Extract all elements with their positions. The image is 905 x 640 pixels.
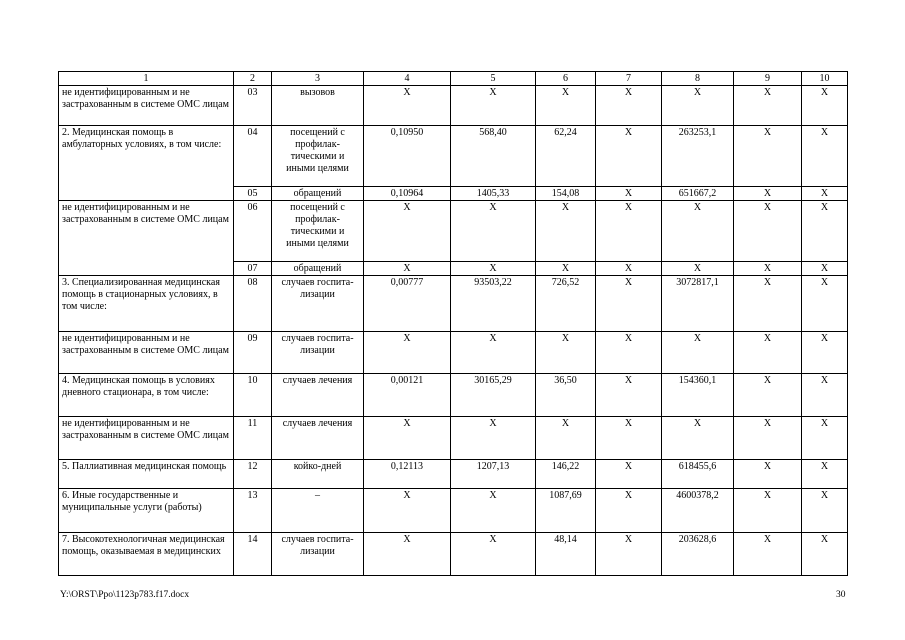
header-cell-7: 7 bbox=[596, 72, 662, 86]
row-value-cell: 0,00777 bbox=[364, 276, 451, 332]
table-row bbox=[59, 489, 848, 533]
header-cell-4: 4 bbox=[364, 72, 451, 86]
row-value-cell: 263253,1 bbox=[662, 126, 734, 187]
row-value-cell: 0,10964 bbox=[364, 187, 451, 201]
row-name-cell: не идентифицированным и не застрахованным в системе ОМС лицам bbox=[59, 86, 234, 126]
row-unit-cell: случаев госпита-лизации bbox=[272, 533, 364, 576]
row-value-cell: Х bbox=[364, 86, 451, 126]
row-code-cell: 13 bbox=[234, 489, 272, 533]
row-unit-cell: – bbox=[272, 489, 364, 533]
row-value-cell: Х bbox=[734, 201, 802, 262]
table-header-row bbox=[59, 72, 848, 86]
row-name-cell: не идентифицированным и не застрахованным в системе ОМС лицам bbox=[59, 201, 234, 276]
row-code-cell: 12 bbox=[234, 460, 272, 489]
row-value-cell: Х bbox=[364, 201, 451, 262]
row-value-cell: Х bbox=[364, 533, 451, 576]
row-value-cell: Х bbox=[451, 332, 536, 374]
table-row bbox=[59, 126, 848, 187]
row-unit-cell: посещений с профилак-тическими и иными целями bbox=[272, 201, 364, 262]
row-code-cell: 04 bbox=[234, 126, 272, 187]
row-code-cell: 10 bbox=[234, 374, 272, 417]
row-value-cell: 146,22 bbox=[536, 460, 596, 489]
row-value-cell: Х bbox=[734, 126, 802, 187]
row-value-cell: 30165,29 bbox=[451, 374, 536, 417]
row-value-cell: 3072817,1 bbox=[662, 276, 734, 332]
row-value-cell: Х bbox=[734, 533, 802, 576]
row-unit-cell: случаев госпита-лизации bbox=[272, 276, 364, 332]
row-code-cell: 08 bbox=[234, 276, 272, 332]
row-value-cell: 0,00121 bbox=[364, 374, 451, 417]
table-row bbox=[59, 86, 848, 126]
row-value-cell: Х bbox=[662, 417, 734, 460]
row-value-cell: 93503,22 bbox=[451, 276, 536, 332]
row-value-cell: Х bbox=[802, 332, 848, 374]
table-row bbox=[59, 201, 848, 262]
row-value-cell: Х bbox=[662, 201, 734, 262]
row-value-cell: 154360,1 bbox=[662, 374, 734, 417]
header-cell-5: 5 bbox=[451, 72, 536, 86]
row-value-cell: Х bbox=[734, 276, 802, 332]
row-value-cell: Х bbox=[802, 86, 848, 126]
row-value-cell: 1207,13 bbox=[451, 460, 536, 489]
row-value-cell: Х bbox=[451, 201, 536, 262]
row-value-cell: 62,24 bbox=[536, 126, 596, 187]
row-value-cell: Х bbox=[734, 187, 802, 201]
row-value-cell: Х bbox=[536, 201, 596, 262]
row-value-cell: 154,08 bbox=[536, 187, 596, 201]
row-value-cell: Х bbox=[596, 201, 662, 262]
row-value-cell: Х bbox=[802, 201, 848, 262]
row-value-cell: 203628,6 bbox=[662, 533, 734, 576]
row-value-cell: Х bbox=[802, 126, 848, 187]
row-value-cell: 1405,33 bbox=[451, 187, 536, 201]
row-value-cell: Х bbox=[451, 86, 536, 126]
row-value-cell: Х bbox=[364, 262, 451, 276]
row-value-cell: Х bbox=[596, 86, 662, 126]
row-value-cell: Х bbox=[451, 417, 536, 460]
row-value-cell: Х bbox=[364, 417, 451, 460]
row-code-cell: 09 bbox=[234, 332, 272, 374]
row-unit-cell: случаев лечения bbox=[272, 374, 364, 417]
row-value-cell: Х bbox=[451, 262, 536, 276]
header-cell-3: 3 bbox=[272, 72, 364, 86]
row-unit-cell: случаев госпита-лизации bbox=[272, 332, 364, 374]
row-code-cell: 03 bbox=[234, 86, 272, 126]
header-cell-6: 6 bbox=[536, 72, 596, 86]
header-cell-2: 2 bbox=[234, 72, 272, 86]
row-value-cell: Х bbox=[596, 374, 662, 417]
table-row bbox=[59, 276, 848, 332]
header-cell-8: 8 bbox=[662, 72, 734, 86]
row-value-cell: Х bbox=[364, 332, 451, 374]
row-value-cell: Х bbox=[662, 86, 734, 126]
row-value-cell: Х bbox=[596, 489, 662, 533]
row-value-cell: Х bbox=[596, 187, 662, 201]
row-value-cell: Х bbox=[734, 489, 802, 533]
row-name-cell: 4. Медицинская помощь в условиях дневного стационара, в том числе: bbox=[59, 374, 234, 417]
row-value-cell: Х bbox=[596, 262, 662, 276]
row-value-cell: Х bbox=[802, 489, 848, 533]
table-row bbox=[59, 374, 848, 417]
row-name-cell: не идентифицированным и не застрахованным в системе ОМС лицам bbox=[59, 332, 234, 374]
row-code-cell: 11 bbox=[234, 417, 272, 460]
row-value-cell: Х bbox=[802, 276, 848, 332]
row-value-cell: Х bbox=[802, 374, 848, 417]
row-value-cell: Х bbox=[596, 332, 662, 374]
row-unit-cell: обращений bbox=[272, 262, 364, 276]
row-value-cell: 0,12113 bbox=[364, 460, 451, 489]
row-value-cell: 1087,69 bbox=[536, 489, 596, 533]
row-value-cell: Х bbox=[451, 489, 536, 533]
row-value-cell: Х bbox=[536, 262, 596, 276]
row-value-cell: Х bbox=[451, 533, 536, 576]
table-row bbox=[59, 460, 848, 489]
footer-page-number: 30 bbox=[836, 590, 846, 600]
row-value-cell: Х bbox=[596, 276, 662, 332]
row-value-cell: 36,50 bbox=[536, 374, 596, 417]
row-value-cell: Х bbox=[734, 417, 802, 460]
row-code-cell: 14 bbox=[234, 533, 272, 576]
row-name-cell: не идентифицированным и не застрахованным в системе ОМС лицам bbox=[59, 417, 234, 460]
row-name-cell: 3. Специализированная медицинская помощь в стационарных условиях, в том числе: bbox=[59, 276, 234, 332]
row-value-cell: 726,52 bbox=[536, 276, 596, 332]
row-value-cell: Х bbox=[734, 460, 802, 489]
row-value-cell: Х bbox=[802, 262, 848, 276]
row-unit-cell: случаев лечения bbox=[272, 417, 364, 460]
header-cell-1: 1 bbox=[59, 72, 234, 86]
row-unit-cell: посещений с профилак-тическими и иными целями bbox=[272, 126, 364, 187]
row-value-cell: Х bbox=[662, 332, 734, 374]
row-value-cell: Х bbox=[802, 187, 848, 201]
row-value-cell: Х bbox=[662, 262, 734, 276]
row-value-cell: 4600378,2 bbox=[662, 489, 734, 533]
row-unit-cell: койко-дней bbox=[272, 460, 364, 489]
row-value-cell: 568,40 bbox=[451, 126, 536, 187]
row-unit-cell: вызовов bbox=[272, 86, 364, 126]
row-value-cell: Х bbox=[536, 86, 596, 126]
row-value-cell: Х bbox=[734, 86, 802, 126]
row-name-cell: 2. Медицинская помощь в амбулаторных условиях, в том числе: bbox=[59, 126, 234, 201]
row-value-cell: Х bbox=[596, 533, 662, 576]
row-code-cell: 05 bbox=[234, 187, 272, 201]
header-cell-10: 10 bbox=[802, 72, 848, 86]
row-name-cell: 5. Паллиативная медицинская помощь bbox=[59, 460, 234, 489]
row-value-cell: Х bbox=[734, 374, 802, 417]
table-row bbox=[59, 417, 848, 460]
header-cell-9: 9 bbox=[734, 72, 802, 86]
row-value-cell: 651667,2 bbox=[662, 187, 734, 201]
row-code-cell: 06 bbox=[234, 201, 272, 262]
row-value-cell: Х bbox=[596, 417, 662, 460]
data-table bbox=[58, 71, 848, 576]
row-value-cell: 0,10950 bbox=[364, 126, 451, 187]
table-row bbox=[59, 332, 848, 374]
footer-file-path: Y:\ORST\Ppo\1123p783.f17.docx bbox=[60, 590, 190, 600]
row-value-cell: Х bbox=[364, 489, 451, 533]
row-value-cell: Х bbox=[802, 460, 848, 489]
row-value-cell: 618455,6 bbox=[662, 460, 734, 489]
row-value-cell: Х bbox=[536, 417, 596, 460]
row-value-cell: Х bbox=[596, 126, 662, 187]
row-name-cell: 6. Иные государственные и муниципальные услуги (работы) bbox=[59, 489, 234, 533]
row-unit-cell: обращений bbox=[272, 187, 364, 201]
row-value-cell: Х bbox=[802, 417, 848, 460]
row-value-cell: Х bbox=[596, 460, 662, 489]
row-value-cell: Х bbox=[734, 332, 802, 374]
table-row bbox=[59, 533, 848, 576]
row-name-cell: 7. Высокотехнологичная медицинская помощь, оказываемая в медицинских bbox=[59, 533, 234, 576]
row-value-cell: Х bbox=[536, 332, 596, 374]
row-value-cell: 48,14 bbox=[536, 533, 596, 576]
row-code-cell: 07 bbox=[234, 262, 272, 276]
row-value-cell: Х bbox=[734, 262, 802, 276]
row-value-cell: Х bbox=[802, 533, 848, 576]
